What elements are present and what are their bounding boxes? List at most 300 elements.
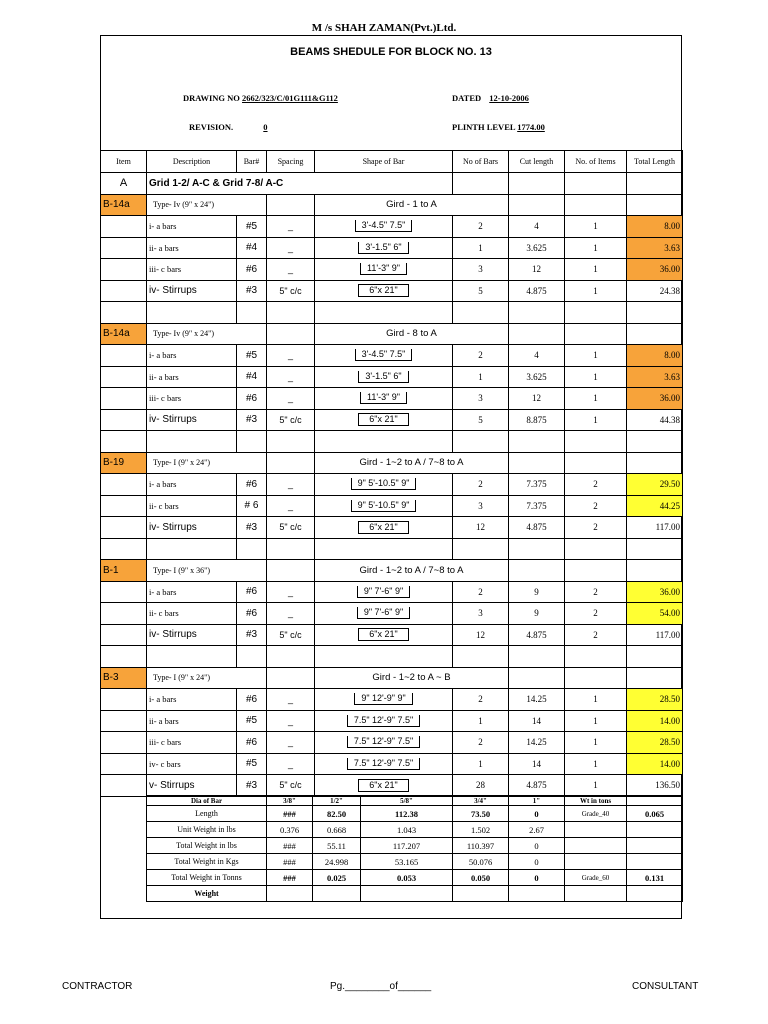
bar-row bbox=[101, 216, 683, 238]
grid-reference: Gird - 8 to A bbox=[315, 323, 509, 345]
empty-cell bbox=[565, 560, 627, 582]
empty-cell bbox=[627, 452, 683, 474]
empty-cell bbox=[453, 302, 509, 324]
total-length: 14.00 bbox=[627, 753, 683, 775]
empty-cell bbox=[315, 302, 453, 324]
empty-cell bbox=[509, 323, 565, 345]
grid-reference: Gird - 1~2 to A / 7~8 to A bbox=[315, 560, 509, 582]
cut-length: 4 bbox=[509, 345, 565, 367]
empty-cell bbox=[101, 216, 147, 238]
cut-length: 4.875 bbox=[509, 517, 565, 539]
empty-cell bbox=[565, 194, 627, 216]
summary-cell: 0 bbox=[509, 854, 565, 870]
section-item: A bbox=[101, 173, 147, 195]
bar-shape-cell bbox=[315, 259, 453, 281]
beam-header-row bbox=[101, 194, 683, 216]
summary-cell: Total Weight in lbs bbox=[147, 838, 267, 854]
empty-cell bbox=[101, 495, 147, 517]
summary-header: 3/4" bbox=[453, 796, 509, 806]
beam-tag: B-14a bbox=[101, 194, 147, 216]
grid-reference: Gird - 1~2 to A ~ B bbox=[315, 667, 509, 689]
beam-tag: B-3 bbox=[101, 667, 147, 689]
summary-row bbox=[147, 886, 683, 902]
total-length: 44.38 bbox=[627, 409, 683, 431]
bar-shape: 9" 12'-9" 9" bbox=[354, 693, 412, 705]
bar-number: #4 bbox=[237, 237, 267, 259]
total-length: 117.00 bbox=[627, 624, 683, 646]
bar-shape-cell bbox=[315, 495, 453, 517]
consultant-label: CONSULTANT bbox=[632, 981, 699, 992]
empty-cell bbox=[237, 302, 267, 324]
bar-row bbox=[101, 775, 683, 797]
summary-cell: 50.076 bbox=[453, 854, 509, 870]
bar-row bbox=[101, 732, 683, 754]
cut-length: 7.375 bbox=[509, 495, 565, 517]
grid-reference: Gird - 1 to A bbox=[315, 194, 509, 216]
summary-header bbox=[627, 796, 683, 806]
stirrup-shape: 6"x 21" bbox=[358, 779, 408, 792]
bar-description: v- Stirrups bbox=[147, 775, 237, 797]
summary-cell: 1.502 bbox=[453, 822, 509, 838]
column-header: No. of Items bbox=[565, 151, 627, 173]
empty-cell bbox=[101, 517, 147, 539]
empty-cell bbox=[267, 431, 315, 453]
empty-cell bbox=[267, 452, 315, 474]
cut-length: 4.875 bbox=[509, 775, 565, 797]
bar-spacing: _ bbox=[267, 753, 315, 775]
empty-cell bbox=[147, 431, 237, 453]
bar-description: i- a bars bbox=[147, 216, 237, 238]
bar-shape: 3'-1.5" 6" bbox=[358, 371, 408, 383]
summary-cell: 110.397 bbox=[453, 838, 509, 854]
bar-count: 1 bbox=[453, 366, 509, 388]
bar-spacing: 5" c/c bbox=[267, 409, 315, 431]
summary-header: Dia of Bar bbox=[147, 796, 267, 806]
bar-row bbox=[101, 624, 683, 646]
empty-cell bbox=[101, 710, 147, 732]
summary-cell: ### bbox=[267, 870, 313, 886]
column-header: Description bbox=[147, 151, 237, 173]
empty-cell bbox=[101, 345, 147, 367]
empty-cell bbox=[237, 538, 267, 560]
bar-number: #6 bbox=[237, 603, 267, 625]
bar-number: #3 bbox=[237, 517, 267, 539]
empty-cell bbox=[101, 689, 147, 711]
summary-cell: 0 bbox=[509, 838, 565, 854]
total-length: 14.00 bbox=[627, 710, 683, 732]
bar-count: 12 bbox=[453, 517, 509, 539]
empty-cell bbox=[101, 431, 147, 453]
empty-cell bbox=[453, 646, 509, 668]
bar-description: iii- c bars bbox=[147, 259, 237, 281]
stirrup-shape: 6"x 21" bbox=[358, 521, 408, 534]
bar-shape: 9" 5'-10.5" 9" bbox=[351, 478, 417, 490]
bar-shape-cell bbox=[315, 237, 453, 259]
empty-cell bbox=[509, 538, 565, 560]
bar-number: #6 bbox=[237, 732, 267, 754]
bar-shape: 11'-3" 9" bbox=[360, 263, 407, 275]
bar-row bbox=[101, 689, 683, 711]
empty-cell bbox=[267, 323, 315, 345]
empty-cell bbox=[101, 409, 147, 431]
bar-row bbox=[101, 581, 683, 603]
summary-cell: 0 bbox=[509, 870, 565, 886]
bar-row bbox=[101, 388, 683, 410]
bar-row bbox=[101, 517, 683, 539]
bar-count: 3 bbox=[453, 603, 509, 625]
empty-cell bbox=[509, 302, 565, 324]
summary-row bbox=[147, 870, 683, 886]
bar-count: 28 bbox=[453, 775, 509, 797]
empty-cell bbox=[101, 366, 147, 388]
empty-cell bbox=[267, 667, 315, 689]
beam-type: Type- Iv (9" x 24") bbox=[147, 194, 267, 216]
beam-type: Type- I (9" x 36") bbox=[147, 560, 267, 582]
drawing-value: 2662/323/C/01G111&G112 bbox=[242, 93, 338, 103]
empty-cell bbox=[237, 431, 267, 453]
column-header: Bar# bbox=[237, 151, 267, 173]
spacer-row bbox=[101, 302, 683, 324]
bar-number: #3 bbox=[237, 775, 267, 797]
summary-table bbox=[146, 795, 683, 902]
bar-number: #5 bbox=[237, 710, 267, 732]
drawing-no bbox=[183, 93, 338, 103]
summary-cell: Grade_60 bbox=[565, 870, 627, 886]
bar-shape-cell bbox=[315, 345, 453, 367]
empty-cell bbox=[509, 431, 565, 453]
column-header: Total Length bbox=[627, 151, 683, 173]
cut-length: 14 bbox=[509, 710, 565, 732]
summary-cell: 53.165 bbox=[361, 854, 453, 870]
beam-header-row bbox=[101, 560, 683, 582]
bar-description: iii- c bars bbox=[147, 732, 237, 754]
bar-description: ii- c bars bbox=[147, 495, 237, 517]
bar-count: 2 bbox=[453, 474, 509, 496]
empty-cell bbox=[315, 431, 453, 453]
beam-tag: B-14a bbox=[101, 323, 147, 345]
item-count: 2 bbox=[565, 603, 627, 625]
empty-cell bbox=[267, 560, 315, 582]
bar-number: #6 bbox=[237, 259, 267, 281]
bar-description: ii- c bars bbox=[147, 603, 237, 625]
bar-shape-cell bbox=[315, 689, 453, 711]
bar-count: 2 bbox=[453, 345, 509, 367]
summary-header: 3/8" bbox=[267, 796, 313, 806]
item-count: 1 bbox=[565, 259, 627, 281]
grid-reference: Gird - 1~2 to A / 7~8 to A bbox=[315, 452, 509, 474]
item-count: 1 bbox=[565, 388, 627, 410]
beam-type: Type- I (9" x 24") bbox=[147, 452, 267, 474]
empty-cell bbox=[509, 560, 565, 582]
section-row bbox=[101, 173, 683, 195]
bar-number: #6 bbox=[237, 388, 267, 410]
summary-cell bbox=[627, 838, 683, 854]
empty-cell bbox=[101, 259, 147, 281]
empty-cell bbox=[627, 646, 683, 668]
empty-cell bbox=[565, 302, 627, 324]
summary-cell: 0.376 bbox=[267, 822, 313, 838]
empty-cell bbox=[627, 667, 683, 689]
bar-spacing: _ bbox=[267, 216, 315, 238]
empty-cell bbox=[267, 646, 315, 668]
beam-tag: B-19 bbox=[101, 452, 147, 474]
summary-cell: 0.668 bbox=[313, 822, 361, 838]
bar-description: ii- a bars bbox=[147, 237, 237, 259]
item-count: 1 bbox=[565, 280, 627, 302]
empty-cell bbox=[101, 581, 147, 603]
empty-cell bbox=[627, 538, 683, 560]
empty-cell bbox=[267, 194, 315, 216]
summary-cell: Total Weight in Tonns bbox=[147, 870, 267, 886]
empty-cell bbox=[315, 538, 453, 560]
cut-length: 14 bbox=[509, 753, 565, 775]
bar-spacing: _ bbox=[267, 366, 315, 388]
total-length: 24.38 bbox=[627, 280, 683, 302]
empty-cell bbox=[627, 194, 683, 216]
bar-shape: 9" 7'-6" 9" bbox=[357, 586, 410, 598]
summary-cell bbox=[313, 886, 361, 902]
bar-spacing: _ bbox=[267, 259, 315, 281]
summary-row bbox=[147, 854, 683, 870]
bar-number: #3 bbox=[237, 624, 267, 646]
summary-header-row bbox=[147, 796, 683, 806]
empty-cell bbox=[101, 237, 147, 259]
bar-shape-cell bbox=[315, 775, 453, 797]
bar-spacing: _ bbox=[267, 495, 315, 517]
empty-cell bbox=[267, 302, 315, 324]
summary-cell: Grade_40 bbox=[565, 806, 627, 822]
bar-spacing: _ bbox=[267, 237, 315, 259]
total-length: 54.00 bbox=[627, 603, 683, 625]
cut-length: 8.875 bbox=[509, 409, 565, 431]
empty-cell bbox=[101, 624, 147, 646]
empty-cell bbox=[237, 646, 267, 668]
bar-row bbox=[101, 259, 683, 281]
summary-cell: 1.043 bbox=[361, 822, 453, 838]
empty-cell bbox=[101, 775, 147, 797]
cut-length: 3.625 bbox=[509, 366, 565, 388]
bar-shape: 7.5" 12'-9" 7.5" bbox=[347, 715, 420, 727]
bar-shape-cell bbox=[315, 710, 453, 732]
column-header: Spacing bbox=[267, 151, 315, 173]
total-length: 3.63 bbox=[627, 237, 683, 259]
bar-shape: 3'-1.5" 6" bbox=[358, 242, 408, 254]
bar-row bbox=[101, 409, 683, 431]
bar-number: #4 bbox=[237, 366, 267, 388]
bar-spacing: 5" c/c bbox=[267, 624, 315, 646]
bar-row bbox=[101, 237, 683, 259]
empty-cell bbox=[147, 538, 237, 560]
bar-shape-cell bbox=[315, 216, 453, 238]
empty-cell bbox=[453, 173, 509, 195]
empty-cell bbox=[101, 753, 147, 775]
summary-cell: 0.050 bbox=[453, 870, 509, 886]
item-count: 1 bbox=[565, 775, 627, 797]
summary-cell: 0.065 bbox=[627, 806, 683, 822]
empty-cell bbox=[627, 431, 683, 453]
summary-cell bbox=[361, 886, 453, 902]
summary-row bbox=[147, 806, 683, 822]
bar-description: iv- Stirrups bbox=[147, 624, 237, 646]
bar-row bbox=[101, 603, 683, 625]
item-count: 1 bbox=[565, 710, 627, 732]
bar-description: iv- Stirrups bbox=[147, 517, 237, 539]
bar-shape-cell bbox=[315, 388, 453, 410]
bar-shape-cell bbox=[315, 280, 453, 302]
total-length: 117.00 bbox=[627, 517, 683, 539]
bar-number: #3 bbox=[237, 409, 267, 431]
bar-description: i- a bars bbox=[147, 689, 237, 711]
bar-shape-cell bbox=[315, 409, 453, 431]
bar-spacing: _ bbox=[267, 689, 315, 711]
plinth-label: PLINTH LEVEL bbox=[452, 122, 516, 132]
summary-header: Wt in tons bbox=[565, 796, 627, 806]
empty-cell bbox=[509, 194, 565, 216]
summary-row bbox=[147, 838, 683, 854]
item-count: 1 bbox=[565, 237, 627, 259]
item-count: 1 bbox=[565, 216, 627, 238]
summary-cell: 0.053 bbox=[361, 870, 453, 886]
dated-value: 12-10-2006 bbox=[489, 93, 529, 103]
empty-cell bbox=[101, 388, 147, 410]
bar-description: ii- a bars bbox=[147, 366, 237, 388]
summary-header: 1/2" bbox=[313, 796, 361, 806]
bar-description: i- a bars bbox=[147, 474, 237, 496]
item-count: 1 bbox=[565, 753, 627, 775]
summary-cell bbox=[565, 822, 627, 838]
bar-number: #3 bbox=[237, 280, 267, 302]
bar-shape: 7.5" 12'-9" 7.5" bbox=[347, 736, 420, 748]
summary-cell: ### bbox=[267, 854, 313, 870]
bar-count: 2 bbox=[453, 689, 509, 711]
total-length: 28.50 bbox=[627, 732, 683, 754]
summary-cell bbox=[627, 854, 683, 870]
bar-shape-cell bbox=[315, 753, 453, 775]
bar-shape: 11'-3" 9" bbox=[360, 392, 407, 404]
bar-row bbox=[101, 753, 683, 775]
summary-cell bbox=[453, 886, 509, 902]
bar-count: 3 bbox=[453, 388, 509, 410]
revision-value: 0 bbox=[263, 122, 268, 132]
bar-spacing: _ bbox=[267, 345, 315, 367]
empty-cell bbox=[101, 603, 147, 625]
bar-description: iv- Stirrups bbox=[147, 280, 237, 302]
empty-cell bbox=[627, 560, 683, 582]
item-count: 2 bbox=[565, 517, 627, 539]
stirrup-shape: 6"x 21" bbox=[358, 413, 408, 426]
item-count: 2 bbox=[565, 581, 627, 603]
empty-cell bbox=[267, 538, 315, 560]
plinth-level bbox=[452, 122, 545, 132]
spacer-row bbox=[101, 431, 683, 453]
summary-cell: 24.998 bbox=[313, 854, 361, 870]
bar-row bbox=[101, 495, 683, 517]
section-description: Grid 1-2/ A-C & Grid 7-8/ A-C bbox=[147, 173, 453, 195]
bar-count: 3 bbox=[453, 259, 509, 281]
page-number: Pg.________of______ bbox=[330, 981, 432, 992]
empty-cell bbox=[509, 646, 565, 668]
cut-length: 4.875 bbox=[509, 624, 565, 646]
item-count: 2 bbox=[565, 474, 627, 496]
total-length: 29.50 bbox=[627, 474, 683, 496]
total-length: 36.00 bbox=[627, 388, 683, 410]
bar-number: #5 bbox=[237, 753, 267, 775]
empty-cell bbox=[509, 173, 565, 195]
item-count: 2 bbox=[565, 624, 627, 646]
summary-cell: Length bbox=[147, 806, 267, 822]
bar-count: 1 bbox=[453, 237, 509, 259]
item-count: 1 bbox=[565, 732, 627, 754]
cut-length: 4 bbox=[509, 216, 565, 238]
summary-cell: ### bbox=[267, 806, 313, 822]
cut-length: 9 bbox=[509, 603, 565, 625]
empty-cell bbox=[627, 173, 683, 195]
summary-cell: 82.50 bbox=[313, 806, 361, 822]
empty-cell bbox=[453, 431, 509, 453]
empty-cell bbox=[565, 452, 627, 474]
summary-cell: 55.11 bbox=[313, 838, 361, 854]
beam-tag: B-1 bbox=[101, 560, 147, 582]
empty-cell bbox=[565, 323, 627, 345]
cut-length: 12 bbox=[509, 259, 565, 281]
empty-cell bbox=[147, 302, 237, 324]
summary-row bbox=[147, 822, 683, 838]
bar-shape-cell bbox=[315, 474, 453, 496]
bar-count: 5 bbox=[453, 280, 509, 302]
summary-cell bbox=[267, 886, 313, 902]
bar-count: 3 bbox=[453, 495, 509, 517]
bar-row bbox=[101, 710, 683, 732]
empty-cell bbox=[101, 646, 147, 668]
total-length: 36.00 bbox=[627, 581, 683, 603]
cut-length: 12 bbox=[509, 388, 565, 410]
bar-description: i- a bars bbox=[147, 345, 237, 367]
beam-type: Type- Iv (9" x 24") bbox=[147, 323, 267, 345]
column-header: No of Bars bbox=[453, 151, 509, 173]
bar-shape-cell bbox=[315, 603, 453, 625]
bar-count: 1 bbox=[453, 710, 509, 732]
empty-cell bbox=[565, 431, 627, 453]
bar-spacing: 5" c/c bbox=[267, 280, 315, 302]
empty-cell bbox=[453, 538, 509, 560]
summary-cell: 112.38 bbox=[361, 806, 453, 822]
schedule-table bbox=[100, 150, 683, 797]
empty-cell bbox=[565, 538, 627, 560]
spacer-row bbox=[101, 646, 683, 668]
revision-label: REVISION. bbox=[189, 122, 234, 132]
bar-shape-cell bbox=[315, 581, 453, 603]
bar-row bbox=[101, 280, 683, 302]
column-header: Item bbox=[101, 151, 147, 173]
bar-shape-cell bbox=[315, 624, 453, 646]
bar-count: 2 bbox=[453, 581, 509, 603]
item-count: 1 bbox=[565, 689, 627, 711]
bar-shape: 9" 7'-6" 9" bbox=[357, 607, 410, 619]
summary-cell bbox=[565, 838, 627, 854]
item-count: 1 bbox=[565, 366, 627, 388]
dated bbox=[452, 93, 535, 103]
empty-cell bbox=[509, 667, 565, 689]
bar-row bbox=[101, 474, 683, 496]
total-length: 3.63 bbox=[627, 366, 683, 388]
total-length: 136.50 bbox=[627, 775, 683, 797]
empty-cell bbox=[101, 302, 147, 324]
summary-cell: ### bbox=[267, 838, 313, 854]
empty-cell bbox=[627, 323, 683, 345]
bar-row bbox=[101, 366, 683, 388]
bar-description: i- a bars bbox=[147, 581, 237, 603]
contractor-label: CONTRACTOR bbox=[62, 981, 133, 992]
